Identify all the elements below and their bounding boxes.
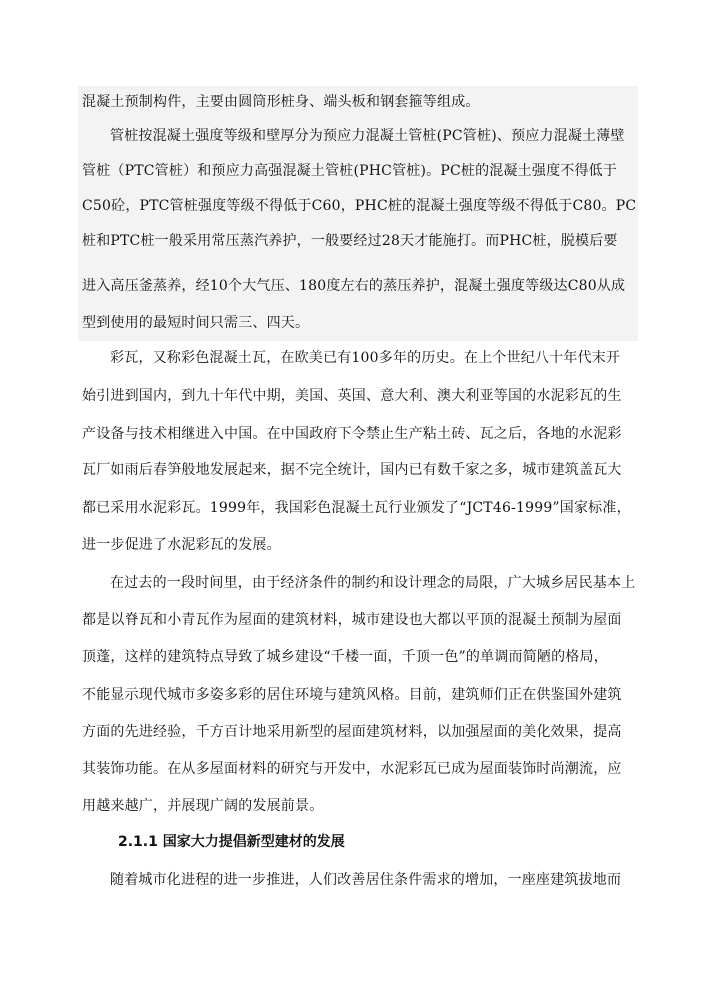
paragraph-line: 不能显示现代城市多姿多彩的居住环境与建筑风格。目前，建筑师们正在供鉴国外建筑 xyxy=(82,687,622,703)
paragraph-line: 顶蓬，这样的建筑特点导致了城乡建设“千楼一面，千顶一色”的单调而简陋的格局， xyxy=(82,649,608,665)
section-heading: 2.1.1 国家大力提倡新型建材的发展 xyxy=(118,834,345,850)
paragraph-line: 瓦厂如雨后春笋般地发展起来，据不完全统计，国内已有数千家之多，城市建筑盖瓦大 xyxy=(82,462,622,478)
paragraph-line: 进入高压釜蒸养，经10个大气压、180度左右的蒸压养护，混凝土强度等级达C80从成 xyxy=(82,278,626,294)
paragraph-line: 管桩按混凝土强度等级和壁厚分为预应力混凝土管桩(PC管桩)、预应力混凝土薄壁 xyxy=(110,128,625,144)
paragraph-line: 随着城市化进程的进一步推进，人们改善居住条件需求的增加，一座座建筑拔地而 xyxy=(110,872,622,888)
paragraph-line: 彩瓦，又称彩色混凝土瓦，在欧美已有100多年的历史。在上个世纪八十年代末开 xyxy=(110,350,621,366)
paragraph-line: 都是以脊瓦和小青瓦作为屋面的建筑材料，城市建设也大都以平顶的混凝土预制为屋面 xyxy=(82,612,622,628)
paragraph-line: 在过去的一段时间里，由于经济条件的制约和设计理念的局限，广大城乡居民基本上 xyxy=(110,575,636,591)
paragraph-line: 都已采用水泥彩瓦。1999年，我国彩色混凝土瓦行业颁发了“JCT46-1999”国家标准， xyxy=(82,500,631,516)
paragraph-line: 进一步促进了水泥彩瓦的发展。 xyxy=(82,537,281,553)
paragraph-line: 其装饰功能。在从多屋面材料的研究与开发中，水泥彩瓦已成为屋面装饰时尚潮流，应 xyxy=(82,761,622,777)
paragraph-line: 始引进到国内，到九十年代中期，美国、英国、意大利、澳大利亚等国的水泥彩瓦的生 xyxy=(82,388,622,404)
paragraph-line: 用越来越广，并展现广阔的发展前景。 xyxy=(82,798,324,814)
paragraph-line: 混凝土预制构件，主要由圆筒形桩身、端头板和钢套箍等组成。 xyxy=(82,94,480,110)
paragraph-line: C50砼，PTC管桩强度等级不得低于C60，PHC桩的混凝土强度等级不得低于C80。PC xyxy=(82,198,637,214)
paragraph-line: 产设备与技术相继进入中国。在中国政府下令禁止生产粘土砖、瓦之后，各地的水泥彩 xyxy=(82,426,622,442)
paragraph-line: 型到使用的最短时间只需三、四天。 xyxy=(82,315,310,331)
paragraph-line: 管桩（PTC管桩）和预应力高强混凝土管桩(PHC管桩)。PC桩的混凝土强度不得低于 xyxy=(82,163,618,179)
paragraph-line: 方面的先进经验，千方百计地采用新型的屋面建筑材料，以加强屋面的美化效果，提高 xyxy=(82,724,622,740)
paragraph-line: 桩和PTC桩一般采用常压蒸汽养护，一般要经过28天才能施打。而PHC桩，脱模后要 xyxy=(82,233,618,249)
